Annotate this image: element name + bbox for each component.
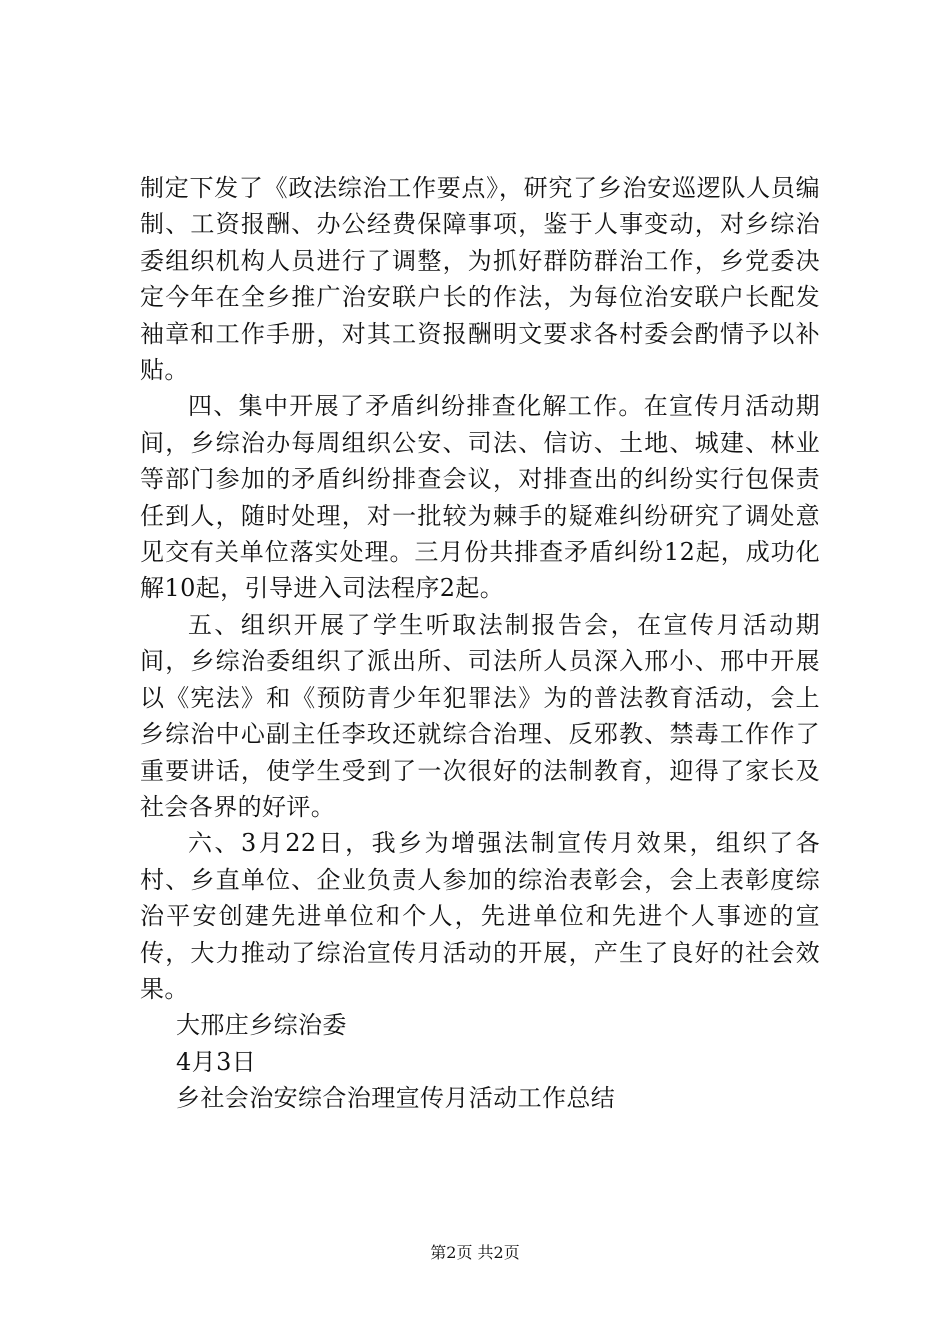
page-number-footer: 第2页 共2页 bbox=[430, 1243, 520, 1262]
paragraph-section-six: 六、3月22日，我乡为增强法制宣传月效果，组织了各村、乡直单位、企业负责人参加的综治表彰会，会上表彰度综治平安创建先进单位和个人，先进单位和先进个人事迹的宣传，大力推动了综治宣传月活动的开展，产生了良好的社会效果。 bbox=[140, 829, 820, 1003]
signature-line: 大邢庄乡综治委 bbox=[176, 1011, 347, 1040]
paragraph-section-four: 四、集中开展了矛盾纠纷排查化解工作。在宣传月活动期间，乡综治办每周组织公安、司法、信访、土地、城建、林业等部门参加的矛盾纠纷排查会议，对排查出的纠纷实行包保责任到人，随时处理，对一批较为棘手的疑难纠纷研究了调处意见交有关单位落实处理。三月份共排查矛盾纠纷12起，成功化解10起，引导进入司法程序2起。 bbox=[140, 392, 820, 603]
date-line: 4月3日 bbox=[176, 1047, 257, 1076]
next-document-title: 乡社会治安综合治理宣传月活动工作总结 bbox=[176, 1084, 616, 1113]
paragraph-section-five: 五、组织开展了学生听取法制报告会，在宣传月活动期间，乡综治委组织了派出所、司法所人员深入邢小、邢中开展以《宪法》和《预防青少年犯罪法》为的普法教育活动，会上乡综治中心副主任李玫还就综合治理、反邪教、禁毒工作作了重要讲话，使学生受到了一次很好的法制教育，迎得了家长及社会各界的好评。 bbox=[140, 610, 820, 821]
paragraph-continuation: 制定下发了《政法综治工作要点》，研究了乡治安巡逻队人员编制、工资报酬、办公经费保障事项，鉴于人事变动，对乡综治委组织机构人员进行了调整，为抓好群防群治工作，乡党委决定今年在全乡推广治安联户长的作法，为每位治安联户长配发袖章和工作手册，对其工资报酬明文要求各村委会酌情予以补贴。 bbox=[140, 174, 820, 385]
document-body bbox=[140, 170, 820, 1117]
